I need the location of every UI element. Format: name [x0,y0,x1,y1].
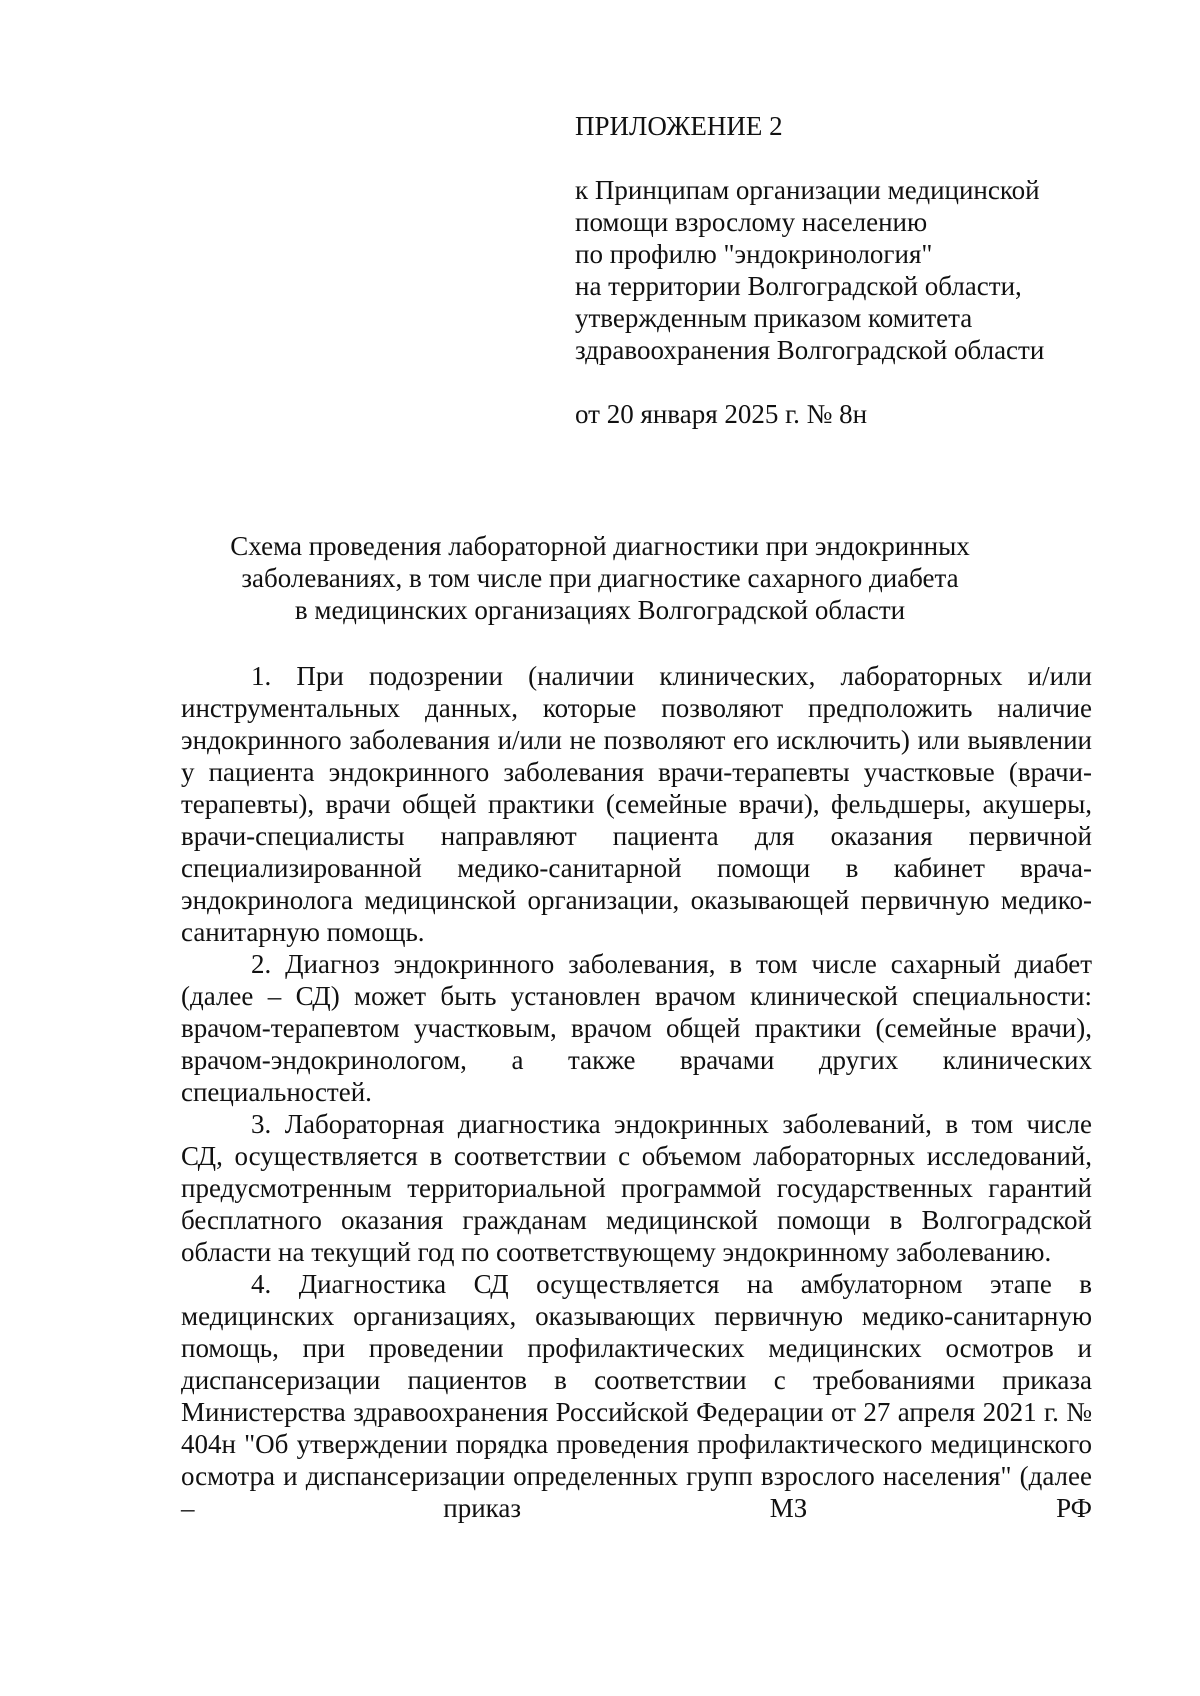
order-reference: от 20 января 2025 г. № 8н [575,399,868,429]
appendix-line: к Принципам организации медицинской [575,175,1040,205]
appendix-line: здравоохранения Волгоградской области [575,335,1045,365]
appendix-line: помощи взрослому населению [575,207,928,237]
appendix-line: на территории Волгоградской области, [575,271,1022,301]
appendix-title: ПРИЛОЖЕНИЕ 2 [575,111,783,141]
document-title [180,530,1020,626]
document-body [181,660,1092,1524]
appendix-description [575,174,1095,366]
appendix-header [575,110,1095,430]
paragraph-3: 3. Лабораторная диагностика эндокринных заболеваний, в том числе СД, осуществляется в соответствии с объемом лабораторных исследований, предусмотренным территориальной программой государственных гарантий бесплатного оказания гражданам медицинской помощи в Волгоградской области на текущий год по соответствующему эндокринному заболеванию. [181,1109,1092,1267]
document-title-line: Схема проведения лабораторной диагностики при эндокринных [230,531,970,561]
paragraph-2: 2. Диагноз эндокринного заболевания, в том числе сахарный диабет (далее – СД) может быть установлен врачом клинической специальности: врачом-терапевтом участковым, врачом общей практики (семейные врачи), врачом-эндокринологом, а также врачами других клинических специальностей. [181,949,1092,1107]
document-title-line: в медицинских организациях Волгоградской области [294,595,906,625]
appendix-line: утвержденным приказом комитета [575,303,973,333]
document-title-line: заболеваниях, в том числе при диагностике сахарного диабета [241,563,959,593]
appendix-line: по профилю "эндокринология" [575,239,933,269]
paragraph-4: 4. Диагностика СД осуществляется на амбулаторном этапе в медицинских организациях, оказывающих первичную медико-санитарную помощь, при проведении профилактических медицинских осмотров и диспансеризации пациентов в соответствии с требованиями приказа Министерства здравоохранения Российской Федерации от 27 апреля 2021 г. № 404н "Об утверждении порядка проведения профилактического медицинского осмотра и диспансеризации определенных групп взрослого населения" (далее – приказ МЗ РФ [181,1269,1092,1523]
paragraph-1: 1. При подозрении (наличии клинических, лабораторных и/или инструментальных данных, которые позволяют предположить наличие эндокринного заболевания и/или не позволяют его исключить) или выявлении у пациента эндокринного заболевания врачи-терапевты участковые (врачи-терапевты), врачи общей практики (семейные врачи), фельдшеры, акушеры, врачи-специалисты направляют пациента для оказания первичной специализированной медико-санитарной помощи в кабинет врача-эндокринолога медицинской организации, оказывающей первичную медико-санитарную помощь. [181,661,1092,947]
